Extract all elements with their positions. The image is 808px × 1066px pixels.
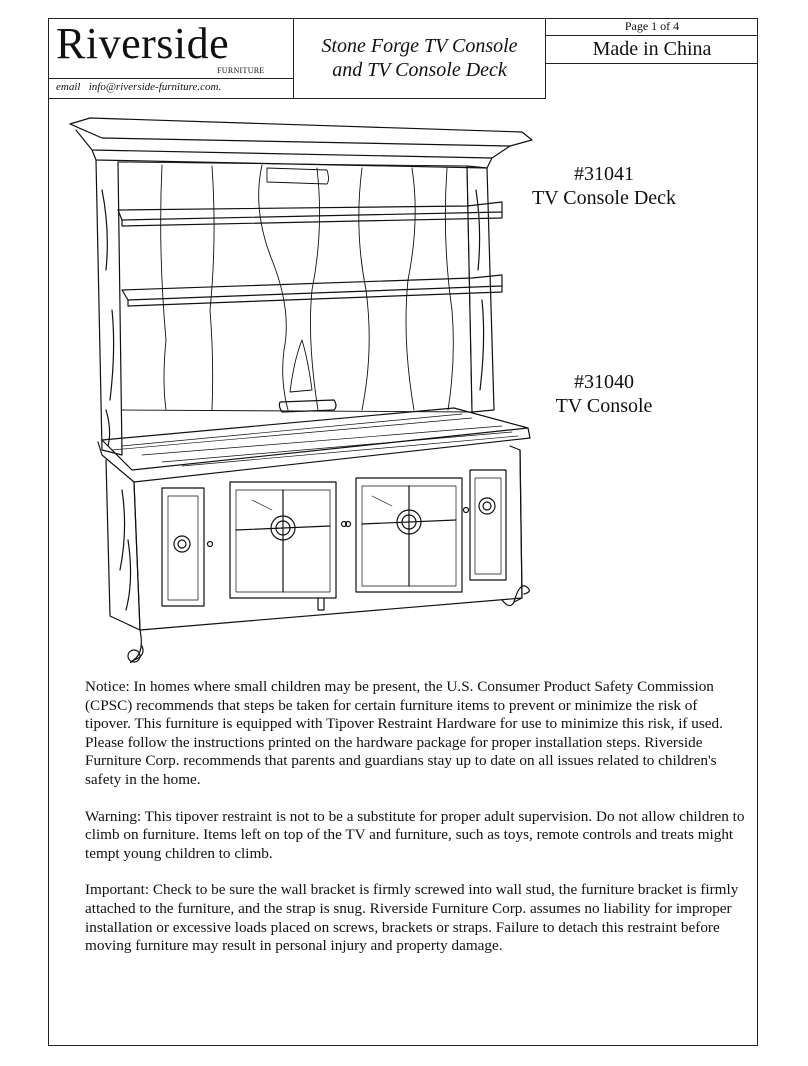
product-name: TV Console Deck — [531, 187, 677, 209]
left-side-door — [162, 488, 213, 606]
back-panel — [118, 162, 472, 412]
brand-subtitle: FURNITURE — [217, 66, 265, 75]
product-number: #31040 — [574, 371, 634, 393]
furniture-illustration — [62, 110, 542, 670]
console-body — [106, 446, 522, 630]
crown-molding — [70, 118, 532, 168]
page-number: Page 1 of 4 — [546, 18, 758, 36]
shelves — [118, 202, 502, 306]
document-title — [294, 18, 546, 99]
brand-name: Riverside — [56, 19, 230, 68]
center-doors — [230, 478, 462, 598]
warning-paragraph: Warning: This tipover restraint is not to be a substitute for proper adult supervision. Do not allow children to climb on furniture. Items left on top of the TV and furniture, such as toys, remote controls and treats might tempt young children to climb. — [85, 807, 745, 862]
important-paragraph: Important: Check to be sure the wall bracket is firmly screwed into wall stud, the furniture bracket is firmly attached to the furniture, and the strap is snug. Riverside Furniture Corp. assumes no liability for improper installation or excessive loads placed on screws, brackets or straps. Failure to detach this restraint before moving furniture may result in personal injury and property damage. — [85, 881, 739, 955]
console-top — [98, 408, 530, 482]
title-line-2: and TV Console Deck — [332, 59, 507, 81]
email-line — [48, 78, 293, 98]
country-of-origin: Made in China — [592, 38, 712, 60]
right-side-door — [464, 470, 507, 580]
product-name: TV Console — [555, 395, 653, 417]
product-label-console — [520, 370, 688, 418]
email-label: email — [56, 81, 81, 93]
email-address: info@riverside-furniture.com. — [88, 81, 222, 93]
logo-box — [48, 18, 294, 99]
meta-box — [546, 18, 758, 64]
header — [48, 18, 758, 99]
safety-notices — [85, 678, 745, 974]
product-number: #31041 — [574, 163, 634, 185]
product-label-deck — [520, 162, 688, 210]
title-line-1: Stone Forge TV Console — [321, 35, 518, 57]
legs — [128, 586, 529, 663]
notice-paragraph: Notice: In homes where small children may be present, the U.S. Consumer Product Safety Commission (CPSC) recommends that steps be taken for certain furniture items to prevent or minimize the risk of tipover. This furniture is equipped with Tipover Restraint Hardware for use to minimize this risk, if used. Please follow the instructions printed on the hardware package for proper installation steps. Riverside Furniture Corp. recommends that parents and guardians stay up to date on all issues related to children's safety in the home. — [85, 678, 723, 788]
